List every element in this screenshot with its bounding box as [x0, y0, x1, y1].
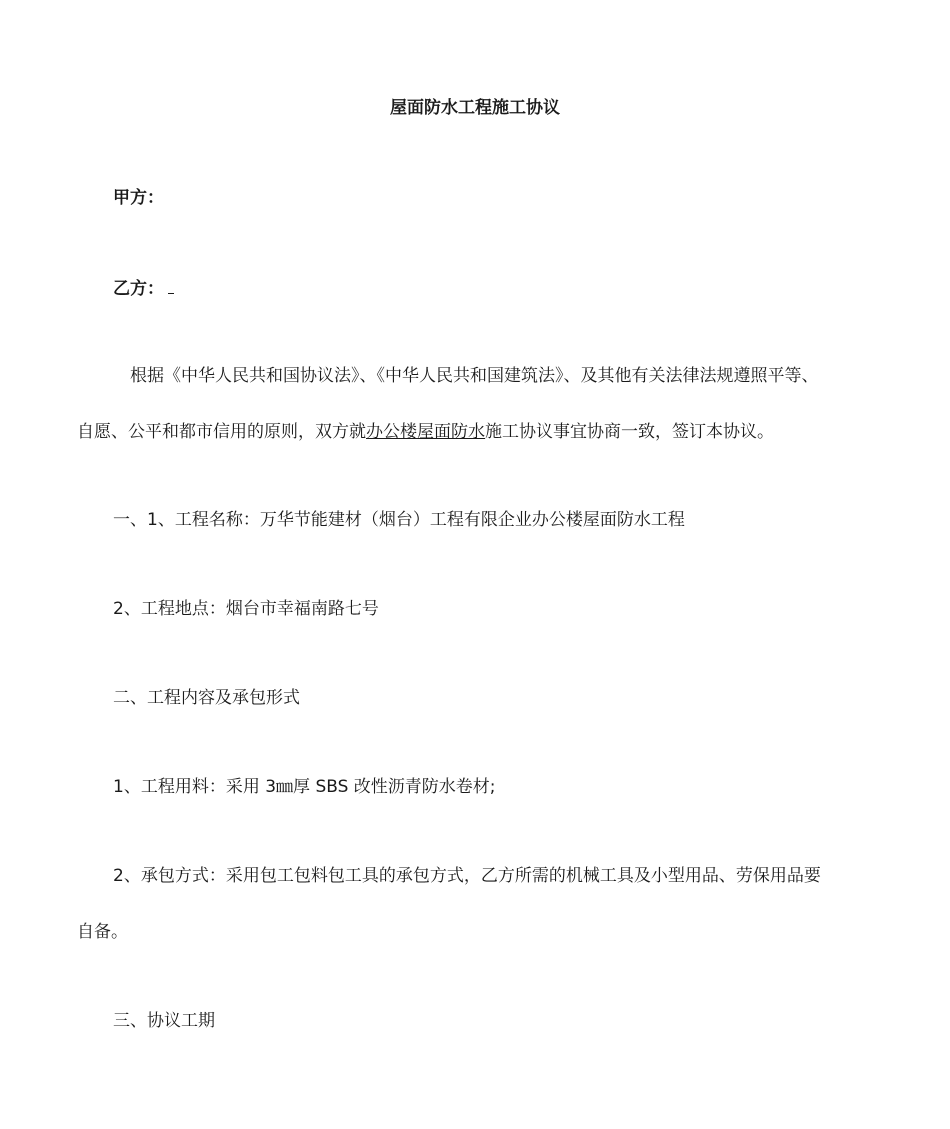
preamble-text-before: 自愿、公平和都市信用的原则，双方就	[77, 422, 366, 442]
contract-method-line-1: 2、承包方式：采用包工包料包工具的承包方式，乙方所需的机械工具及小型用品、劳保用品要	[113, 866, 821, 886]
preamble-underlined-subject: 办公楼屋面防水	[366, 422, 485, 442]
party-a-label	[113, 186, 164, 210]
document-title: 屋面防水工程施工协议	[390, 98, 560, 118]
party-b-text: 乙方：	[113, 279, 164, 299]
party-b-blank-field	[168, 275, 174, 294]
materials-line: 1、工程用料：采用 3㎜厚 SBS 改性沥青防水卷材;	[113, 777, 496, 797]
section-3-heading: 三、协议工期	[113, 1011, 215, 1031]
party-b-label	[113, 275, 174, 301]
preamble-line-1: 根据《中华人民共和国协议法》、《中华人民共和国建筑法》、及其他有关法律法规遵照平等、	[130, 366, 819, 386]
contract-method-line-2: 自备。	[77, 922, 128, 942]
preamble-line-2	[77, 420, 774, 444]
preamble-text-after: 施工协议事宜协商一致，签订本协议。	[485, 422, 774, 442]
project-name-line: 一、1、工程名称：万华节能建材（烟台）工程有限企业办公楼屋面防水工程	[113, 510, 685, 530]
section-2-heading: 二、工程内容及承包形式	[113, 688, 300, 708]
party-a-text: 甲方：	[113, 188, 164, 208]
project-location-line: 2、工程地点：烟台市幸福南路七号	[113, 599, 379, 619]
